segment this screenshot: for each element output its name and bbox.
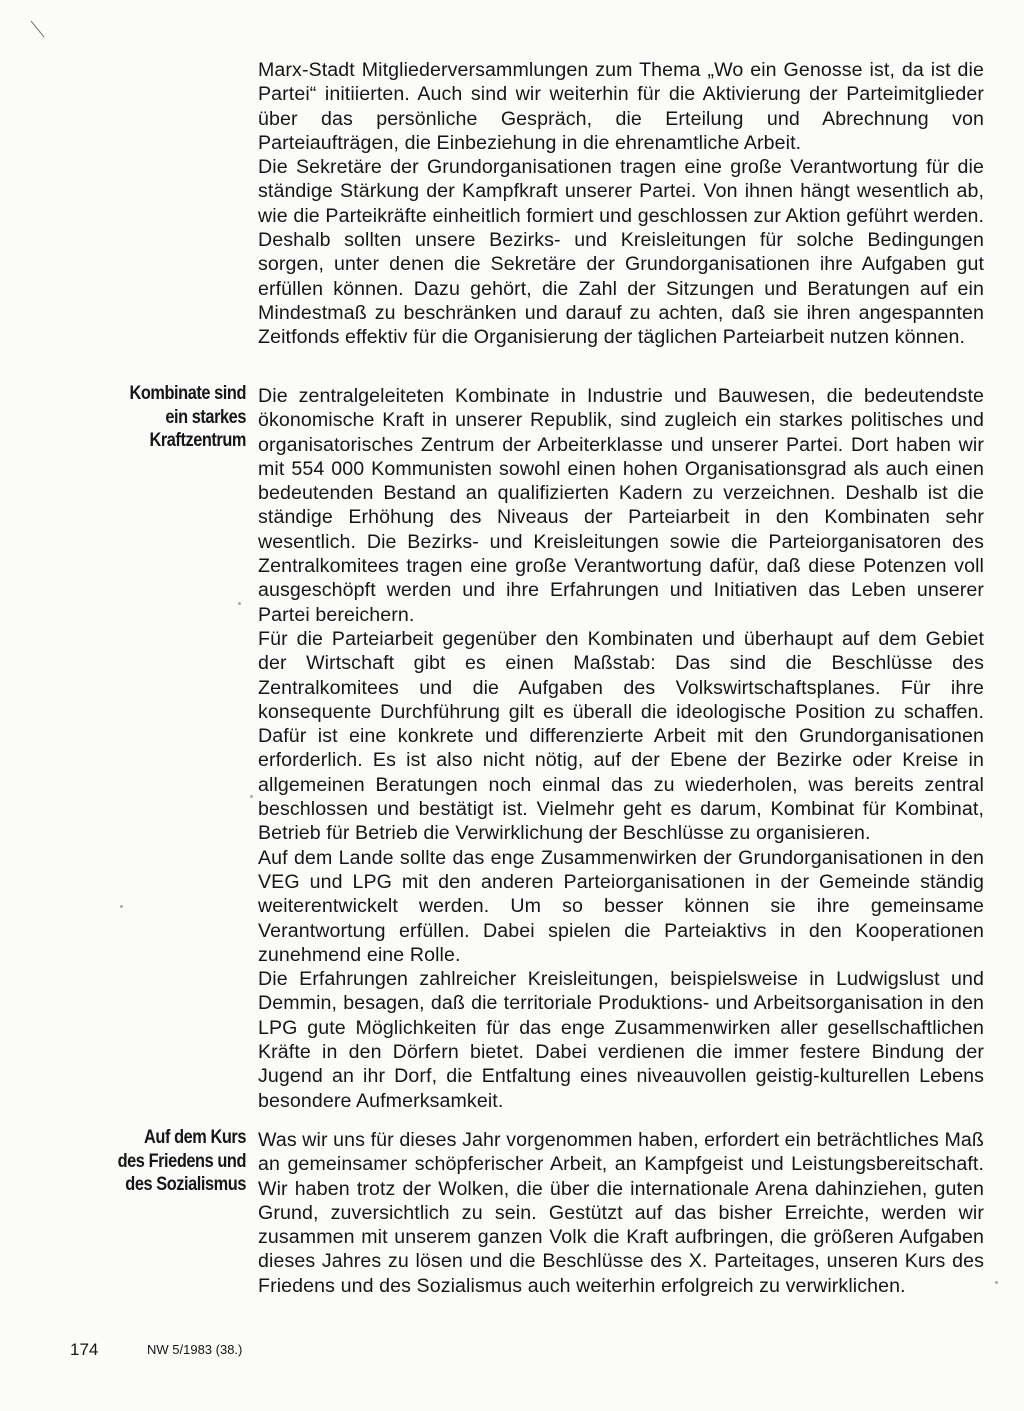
scan-speck — [238, 602, 241, 605]
scan-speck — [250, 795, 253, 798]
paragraph: Was wir uns für dieses Jahr vorgenommen haben, erfordert ein beträchtliches Maß an gemeinsamer schöpferischer Arbeit, an Kampfgeist und Leistungsbereitschaft. Wir haben trotz der Wolken, die über die internationale Arena dahinziehen, guten Grund, zuversichtlich zu sein. Gestützt auf das bisher Erreichte, werden wir zusammen mit unserem ganzen Volk die Kraft aufbringen, die größeren Aufgaben dieses Jahres zu lösen und die Beschlüsse des X. Parteitages, unseren Kurs des Friedens und des Sozialismus auch weiterhin erfolgreich zu verwirklichen. — [258, 1129, 984, 1297]
scan-mark-icon — [30, 20, 46, 38]
margin-heading-line: Kraftzentrum — [149, 430, 246, 451]
margin-heading-line: Kombinate sind — [129, 383, 246, 404]
scan-speck — [995, 1281, 998, 1284]
section-kombinate — [258, 384, 984, 1113]
margin-heading-kurs — [95, 1126, 246, 1197]
margin-heading-line: des Sozialismus — [125, 1174, 246, 1195]
paragraph: Für die Parteiarbeit gegenüber den Kombinaten und überhaupt auf dem Gebiet der Wirtschaft gibt es einen Maßstab: Das sind die Beschlüsse des Zentralkomitees und die Aufgaben des Volkswirtschaftsplanes. Für ihre konsequente Durchführung gilt es überall die ideologische Position zu schaffen. Dafür ist eine konkrete und differenzierte Arbeit mit den Grundorganisationen erforderlich. Es ist also nicht nötig, auf der Ebene der Bezirke oder Kreise in allgemeinen Beratungen noch einmal das zu wiederholen, was bereits zentral beschlossen und bestätigt ist. Vielmehr geht es darum, Kombinat für Kombinat, Betrieb für Betrieb die Verwirklichung der Beschlüsse zu organisieren. — [258, 627, 984, 845]
issue-reference: NW 5/1983 (38.) — [147, 1342, 243, 1357]
margin-heading-line: Auf dem Kurs — [144, 1127, 246, 1148]
margin-heading-line: des Friedens und — [117, 1150, 246, 1172]
paragraph: Die Sekretäre der Grundorganisationen tragen eine große Verantwortung für die ständige Stärkung der Kampfkraft unserer Partei. Von ihnen hängt wesentlich ab, wie die Parteikräfte einheitlich formiert und geschlossen zur Aktion geführt werden. Deshalb sollten unsere Bezirks- und Kreisleitungen für solche Bedingungen sorgen, unter denen die Sekretäre der Grundorganisationen ihre Aufgaben gut erfüllen können. Dazu gehört, die Zahl der Sitzungen und Beratungen auf ein Mindestmaß zu beschränken und darauf zu achten, daß sie ihren angespannten Zeitfonds effektiv für die Organisierung der täglichen Parteiarbeit nutzen können. — [258, 156, 984, 349]
paragraph: Marx-Stadt Mitgliederversammlungen zum Thema „Wo ein Genosse ist, da ist die Partei“ initiierten. Auch sind wir weiterhin für die Aktivierung der Parteimitglieder über das persönliche Gespräch, die Erteilung und Abrechnung von Parteiaufträgen, die Einbeziehung in die ehrenamtliche Arbeit. — [258, 59, 984, 154]
section-intro — [258, 58, 984, 350]
scan-speck — [120, 905, 123, 908]
paragraph: Die zentralgeleiteten Kombinate in Industrie und Bauwesen, die bedeutendste ökonomische Kraft in unserer Republik, sind zugleich ein starkes politisches und organisatorisches Zentrum der Arbeiterklasse und unserer Partei. Dort haben wir mit 554 000 Kommunisten sowohl einen hohen Organisationsgrad als auch einen bedeutenden Bestand an qualifizierten Kadern zu verzeichnen. Deshalb ist die ständige Erhöhung des Niveaus der Parteiarbeit in den Kombinaten sehr wesentlich. Die Bezirks- und Kreisleitungen sowie die Parteiorganisatoren des Zentralkomitees tragen eine große Verantwortung dafür, daß diese Potenzen voll ausgeschöpft werden und ihre Erfahrungen und Initiativen das Leben unserer Partei bereichern. — [258, 385, 984, 626]
paragraph: Auf dem Lande sollte das enge Zusammenwirken der Grundorganisationen in den VEG und LPG mit den anderen Parteiorganisationen in der Gemeinde ständig weiterentwickelt werden. Um so besser können sie ihre gemeinsame Verantwortung erfüllen. Dabei spielen die Parteiaktivs in den Kooperationen zunehmend eine Rolle. — [258, 846, 984, 966]
margin-heading-kombinate — [95, 382, 246, 453]
margin-heading-line: ein starkes — [165, 406, 246, 428]
section-kurs — [258, 1128, 984, 1298]
paragraph: Die Erfahrungen zahlreicher Kreisleitungen, beispielsweise in Ludwigslust und Demmin, besagen, daß die territoriale Produktions- und Arbeitsorganisation in den LPG gute Möglichkeiten für das enge Zusammenwirken aller gesellschaftlichen Kräfte in den Dörfern bietet. Dabei verdienen die immer festere Bindung der Jugend an ihr Dorf, die Entfaltung eines niveauvollen geistig-kulturellen Lebens besondere Aufmerksamkeit. — [258, 968, 984, 1112]
page-number: 174 — [70, 1340, 99, 1359]
